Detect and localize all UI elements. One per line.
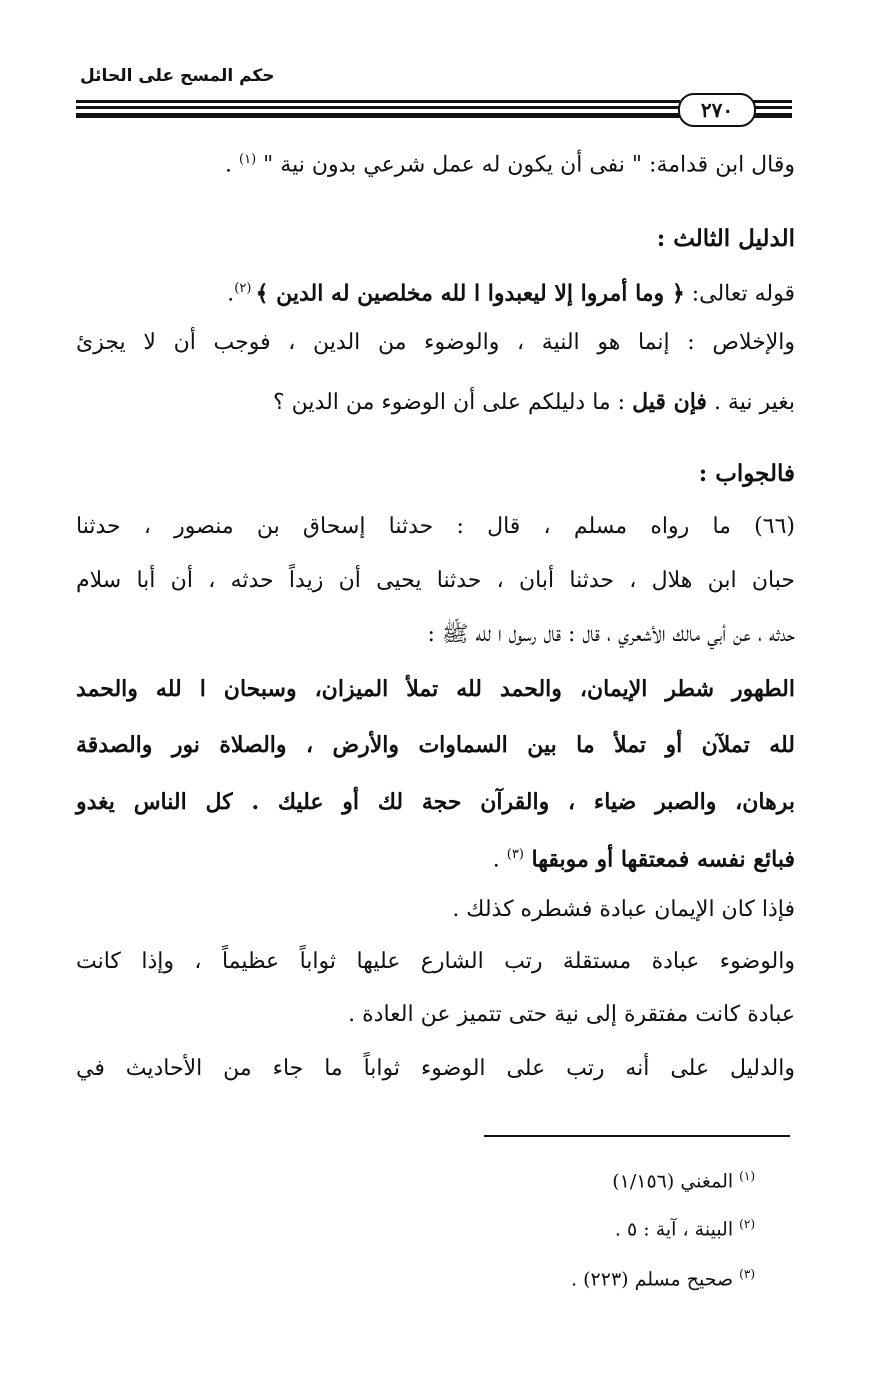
footnote-text: المغني (١/١٥٦) bbox=[612, 1170, 740, 1193]
body-line-15: والوضوء عبادة مستقلة رتب الشارع عليها ثواباً عظيماً ، وإذا كانت bbox=[76, 949, 795, 974]
punctuation: . bbox=[225, 152, 240, 178]
footnote-ref: (١) bbox=[239, 152, 257, 167]
hadith-line-2: لله تملآن أو تملأ ما بين السماوات والأرض ، والصلاة نور والصدقة bbox=[76, 732, 795, 758]
footnote-ref: (٢) bbox=[234, 281, 256, 296]
header-rule bbox=[752, 106, 792, 109]
running-header: حكم المسح على الحائل bbox=[80, 66, 275, 86]
footnote-1 bbox=[612, 1162, 755, 1195]
footnote-3 bbox=[571, 1260, 755, 1293]
footnote-number: (٣) bbox=[739, 1267, 755, 1281]
body-line-16: عبادة كانت مفتقرة إلى نية حتى تتميز عن العادة . bbox=[348, 1002, 795, 1027]
header-rule bbox=[76, 106, 680, 109]
header-rule bbox=[752, 100, 792, 103]
footnote-2 bbox=[615, 1210, 755, 1243]
hadith-line-1: الطهور شطر الإيمان، والحمد لله تملأ الميزان، وسبحان ا لله والحمد bbox=[76, 676, 795, 702]
isnad-line-1: (٦٦) ما رواه مسلم ، قال : حدثنا إسحاق بن منصور ، حدثنا bbox=[76, 514, 795, 539]
footnote-number: (١) bbox=[739, 1169, 755, 1183]
isnad-line-3: حدثه ، عن أبي مالك الأشعري ، قال : قال رسول ا لله ﷺ : bbox=[427, 622, 795, 647]
body-line-3 bbox=[227, 272, 795, 311]
hadith-text: فبائع نفسه فمعتقها أو موبقها bbox=[523, 846, 795, 873]
verse-intro: قوله تعالى: bbox=[684, 281, 795, 307]
section-heading: الدليل الثالث : bbox=[656, 225, 795, 252]
punctuation: . bbox=[492, 847, 507, 873]
isnad-line-2: حبان ابن هلال ، حدثنا أبان ، حدثنا يحيى أن زيداً حدثه ، أن أبا سلام bbox=[76, 568, 795, 593]
bold-term: فإن قيل bbox=[632, 389, 707, 415]
footnote-number: (٢) bbox=[739, 1217, 755, 1231]
body-line-5 bbox=[273, 385, 795, 420]
footnote-text: البينة ، آية : ٥ . bbox=[614, 1218, 740, 1241]
page-number: ٢٧٠ bbox=[678, 93, 756, 127]
body-line-4: والإخلاص : إنما هو النية ، والوضوء من الدين ، فوجب أن لا يجزئ bbox=[76, 330, 795, 355]
body-line-14: فإذا كان الإيمان عبادة فشطره كذلك . bbox=[452, 897, 795, 922]
hadith-line-3: برهان، والصبر ضياء ، والقرآن حجة لك أو عليك . كل الناس يغدو bbox=[76, 789, 795, 815]
text-segment: بغير نية . bbox=[706, 390, 795, 415]
footnote-text: صحيح مسلم (٢٢٣) . bbox=[571, 1268, 740, 1291]
body-line-17: والدليل على أنه رتب على الوضوء ثواباً ما جاء من الأحاديث في bbox=[76, 1056, 795, 1081]
header-rule bbox=[76, 100, 680, 103]
text-segment: : ما دليلكم على أن الوضوء من الدين ؟ bbox=[273, 390, 633, 415]
footnote-separator bbox=[484, 1135, 790, 1137]
body-line-1 bbox=[225, 143, 795, 182]
quran-verse: ﴿ وما أمروا إلا ليعبدوا ا لله مخلصين له الدين ﴾ bbox=[255, 280, 685, 307]
answer-heading: فالجواب : bbox=[698, 460, 795, 487]
hadith-line-4 bbox=[493, 838, 795, 877]
punctuation: . bbox=[227, 281, 235, 307]
quote-text: وقال ابن قدامة: " نفى أن يكون له عمل شرعي بدون نية " bbox=[256, 152, 795, 178]
footnote-ref: (٣) bbox=[506, 847, 524, 862]
